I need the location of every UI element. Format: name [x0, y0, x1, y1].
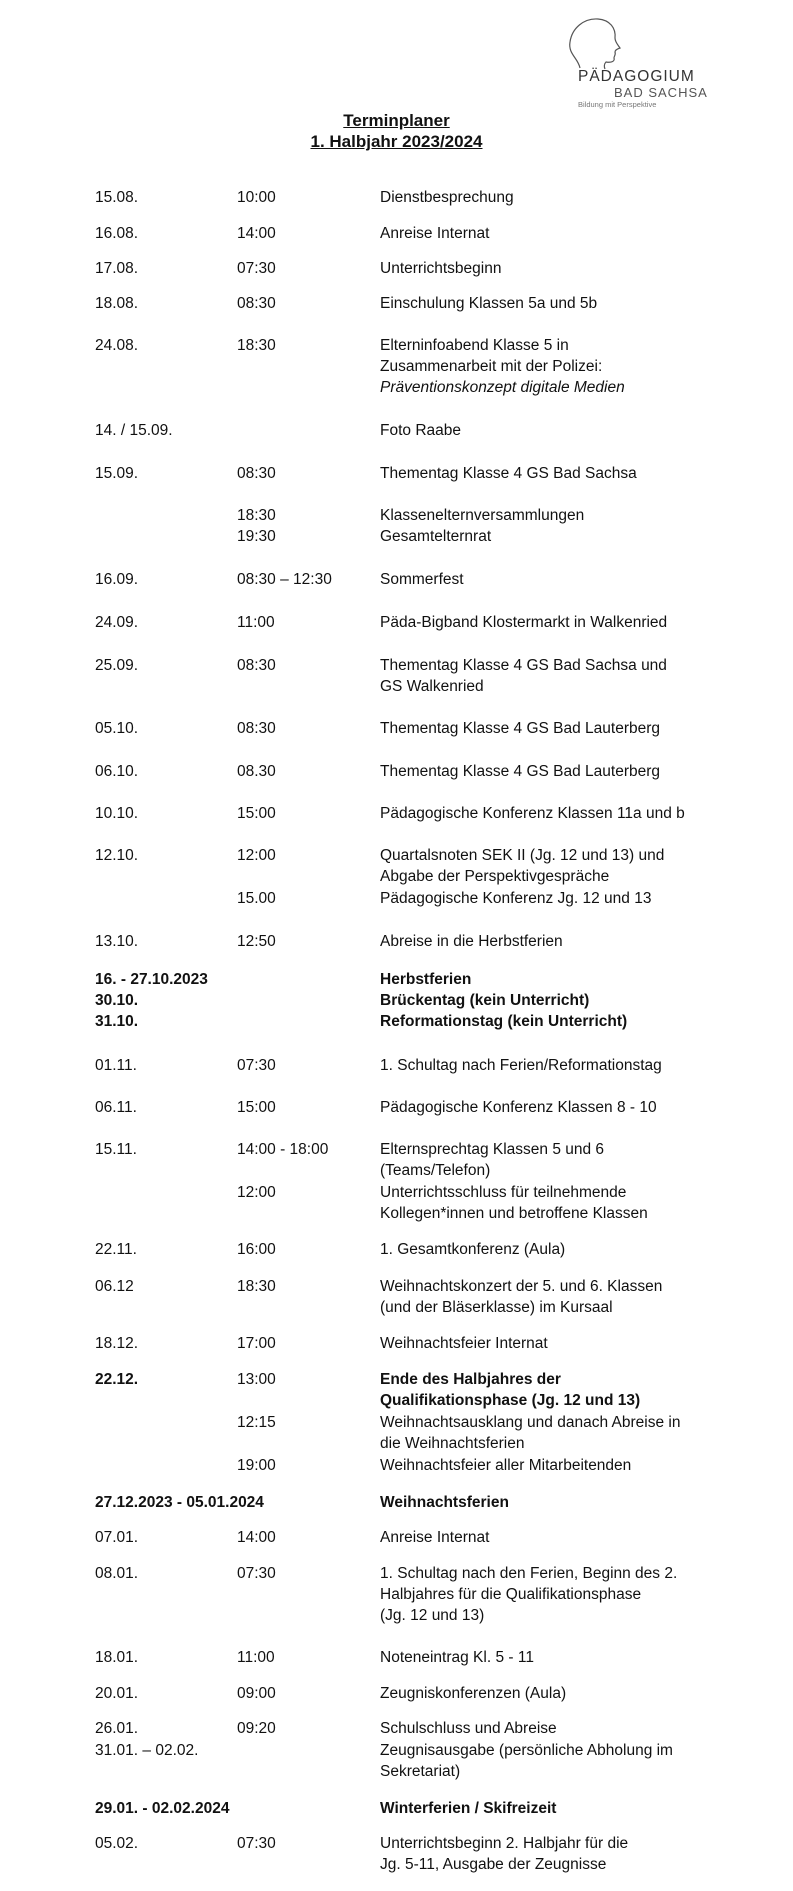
entry-time: 17:00 [237, 1335, 276, 1352]
entry-time: 08:30 [237, 295, 276, 312]
entry-description: Elternsprechtag Klassen 5 und 6 [380, 1141, 605, 1158]
entry-description: Weihnachtsausklang und danach Abreise in [380, 1414, 681, 1431]
entry-date: 06.10. [95, 763, 139, 780]
entry-date: 16. - 27.10.2023 [95, 971, 208, 988]
entry-description: Klassenelternversammlungen [380, 507, 585, 524]
entry-description: Einschulung Klassen 5a und 5b [380, 295, 598, 312]
entry-description: Pädagogische Konferenz Klassen 8 - 10 [380, 1099, 657, 1116]
entry-description: Zeugniskonferenzen (Aula) [380, 1685, 567, 1702]
entry-description: Weihnachtskonzert der 5. und 6. Klassen [380, 1278, 663, 1295]
entry-description: Elterninfoabend Klasse 5 in [380, 337, 569, 354]
entry-date: 16.09. [95, 571, 139, 588]
entry-description: Thementag Klasse 4 GS Bad Sachsa und [380, 657, 667, 674]
entry-date: 30.10. [95, 992, 139, 1009]
entry-description: Brückentag (kein Unterricht) [380, 992, 590, 1009]
entry-time: 12:50 [237, 933, 276, 950]
entry-description-line-2: Zusammenarbeit mit der Polizei: [380, 358, 603, 375]
entry-date: 05.02. [95, 1835, 139, 1852]
entry-time: 16:00 [237, 1241, 276, 1258]
school-logo [560, 14, 760, 110]
entry-date: 12.10. [95, 847, 139, 864]
entry-time: 18:30 [237, 1278, 276, 1295]
entry-description-line-2: GS Walkenried [380, 678, 484, 695]
entry-description: Quartalsnoten SEK II (Jg. 12 und 13) und [380, 847, 665, 864]
entry-description-line-2: Qualifikationsphase (Jg. 12 und 13) [380, 1392, 641, 1409]
entry-description-line-2: (und der Bläserklasse) im Kursaal [380, 1299, 613, 1316]
entry-date: 16.08. [95, 225, 139, 242]
entry-description: 1. Gesamtkonferenz (Aula) [380, 1241, 566, 1258]
entry-time: 18:30 [237, 507, 276, 524]
entry-date: 26.01. [95, 1720, 139, 1737]
entry-date: 29.01. - 02.02.2024 [95, 1800, 230, 1817]
entry-date: 25.09. [95, 657, 139, 674]
entry-time: 08.30 [237, 763, 276, 780]
entry-date: 13.10. [95, 933, 139, 950]
entry-time: 08:30 [237, 720, 276, 737]
entry-time: 07:30 [237, 260, 276, 277]
entry-time: 12:15 [237, 1414, 276, 1431]
entry-description: Weihnachtsfeier aller Mitarbeitenden [380, 1457, 632, 1474]
entry-time: 07:30 [237, 1835, 276, 1852]
entry-description: Thementag Klasse 4 GS Bad Lauterberg [380, 763, 661, 780]
entry-description: Ende des Halbjahres der [380, 1371, 561, 1388]
entry-description-line-2: Halbjahres für die Qualifikationsphase [380, 1586, 642, 1603]
entry-date: 05.10. [95, 720, 139, 737]
entry-description-line-2: Kollegen*innen und betroffene Klassen [380, 1205, 648, 1222]
entry-description-line-2: (Teams/Telefon) [380, 1162, 491, 1179]
entry-description: Unterrichtsbeginn 2. Halbjahr für die [380, 1835, 629, 1852]
entry-description: Zeugnisausgabe (persönliche Abholung im [380, 1742, 673, 1759]
entry-time: 14:00 - 18:00 [237, 1141, 329, 1158]
entry-date: 24.08. [95, 337, 139, 354]
entry-date: 31.10. [95, 1013, 139, 1030]
title-line-1: Terminplaner [343, 111, 450, 130]
entry-date: 08.01. [95, 1565, 139, 1582]
entry-date: 15.09. [95, 465, 139, 482]
entry-time: 11:00 [237, 614, 275, 631]
entry-date: 18.01. [95, 1649, 139, 1666]
entry-description-line-2: Sekretariat) [380, 1763, 461, 1780]
entry-time: 10:00 [237, 189, 276, 206]
entry-description: Unterrichtsbeginn [380, 260, 502, 277]
entry-date: 15.11. [95, 1141, 137, 1158]
entry-time: 19:30 [237, 528, 276, 545]
entry-description: Thementag Klasse 4 GS Bad Sachsa [380, 465, 637, 482]
entry-description: Foto Raabe [380, 422, 461, 439]
entry-time: 12:00 [237, 847, 276, 864]
entry-date: 18.12. [95, 1335, 139, 1352]
entry-date: 31.01. – 02.02. [95, 1742, 199, 1759]
entry-time: 15.00 [237, 890, 276, 907]
entry-description: Abreise in die Herbstferien [380, 933, 563, 950]
entry-time: 15:00 [237, 805, 276, 822]
entry-time: 08:30 – 12:30 [237, 571, 332, 588]
logo-name: PÄDAGOGIUM [578, 68, 695, 85]
page-title [0, 110, 793, 152]
entry-description: Reformationstag (kein Unterricht) [380, 1013, 628, 1030]
entry-date: 07.01. [95, 1529, 139, 1546]
entry-date: 15.08. [95, 189, 139, 206]
entry-description-line-2: Abgabe der Perspektivgespräche [380, 868, 610, 885]
entry-time: 12:00 [237, 1184, 276, 1201]
entry-description: Anreise Internat [380, 1529, 490, 1546]
entry-description: Pädagogische Konferenz Klassen 11a und b [380, 805, 685, 822]
entry-description: Gesamtelternrat [380, 528, 492, 545]
entry-description-line-2: Jg. 5-11, Ausgabe der Zeugnisse [380, 1856, 607, 1873]
entry-time: 19:00 [237, 1457, 276, 1474]
entry-time: 14:00 [237, 225, 276, 242]
entry-date: 20.01. [95, 1685, 139, 1702]
entry-description-line-3: (Jg. 12 und 13) [380, 1607, 485, 1624]
entry-date: 17.08. [95, 260, 139, 277]
entry-date: 10.10. [95, 805, 139, 822]
entry-time: 08:30 [237, 657, 276, 674]
entry-description-line-2: die Weihnachtsferien [380, 1435, 525, 1452]
entry-description: 1. Schultag nach Ferien/Reformationstag [380, 1057, 662, 1074]
entry-date: 01.11. [95, 1057, 137, 1074]
entry-description: Weihnachtsfeier Internat [380, 1335, 548, 1352]
entry-date: 18.08. [95, 295, 139, 312]
entry-time: 09:20 [237, 1720, 276, 1737]
title-line-2: 1. Halbjahr 2023/2024 [310, 132, 483, 151]
entry-description: Päda-Bigband Klostermarkt in Walkenried [380, 614, 668, 631]
entry-time: 07:30 [237, 1057, 276, 1074]
entry-date: 14. / 15.09. [95, 422, 173, 439]
entry-description: Pädagogische Konferenz Jg. 12 und 13 [380, 890, 652, 907]
entry-description: Dienstbesprechung [380, 189, 514, 206]
entry-description: Sommerfest [380, 571, 464, 588]
logo-tagline: Bildung mit Perspektive [578, 100, 657, 109]
entry-description: Winterferien / Skifreizeit [380, 1800, 557, 1817]
entry-date: 27.12.2023 - 05.01.2024 [95, 1494, 264, 1511]
entry-description: Anreise Internat [380, 225, 490, 242]
entry-date: 22.11. [95, 1241, 137, 1258]
entry-description: Schulschluss und Abreise [380, 1720, 557, 1737]
entry-date: 06.11. [95, 1099, 137, 1116]
logo-place: BAD SACHSA [614, 85, 708, 100]
entry-time: 13:00 [237, 1371, 276, 1388]
entry-date: 22.12. [95, 1371, 139, 1388]
entry-description: Weihnachtsferien [380, 1494, 509, 1511]
entry-time: 18:30 [237, 337, 276, 354]
entry-description: Thementag Klasse 4 GS Bad Lauterberg [380, 720, 661, 737]
entry-description: Unterrichtsschluss für teilnehmende [380, 1184, 627, 1201]
entry-time: 15:00 [237, 1099, 276, 1116]
entry-description: 1. Schultag nach den Ferien, Beginn des 2. [380, 1565, 678, 1582]
entry-time: 07:30 [237, 1565, 276, 1582]
entry-date: 06.12 [95, 1278, 134, 1295]
entry-description: Noteneintrag Kl. 5 - 11 [380, 1649, 534, 1666]
entry-date: 24.09. [95, 614, 139, 631]
entry-description: Herbstferien [380, 971, 472, 988]
entry-time: 14:00 [237, 1529, 276, 1546]
head-profile-icon [560, 14, 630, 70]
entry-time: 08:30 [237, 465, 276, 482]
entry-time: 11:00 [237, 1649, 275, 1666]
entry-time: 09:00 [237, 1685, 276, 1702]
entry-description-line-3: Präventionskonzept digitale Medien [380, 379, 625, 396]
